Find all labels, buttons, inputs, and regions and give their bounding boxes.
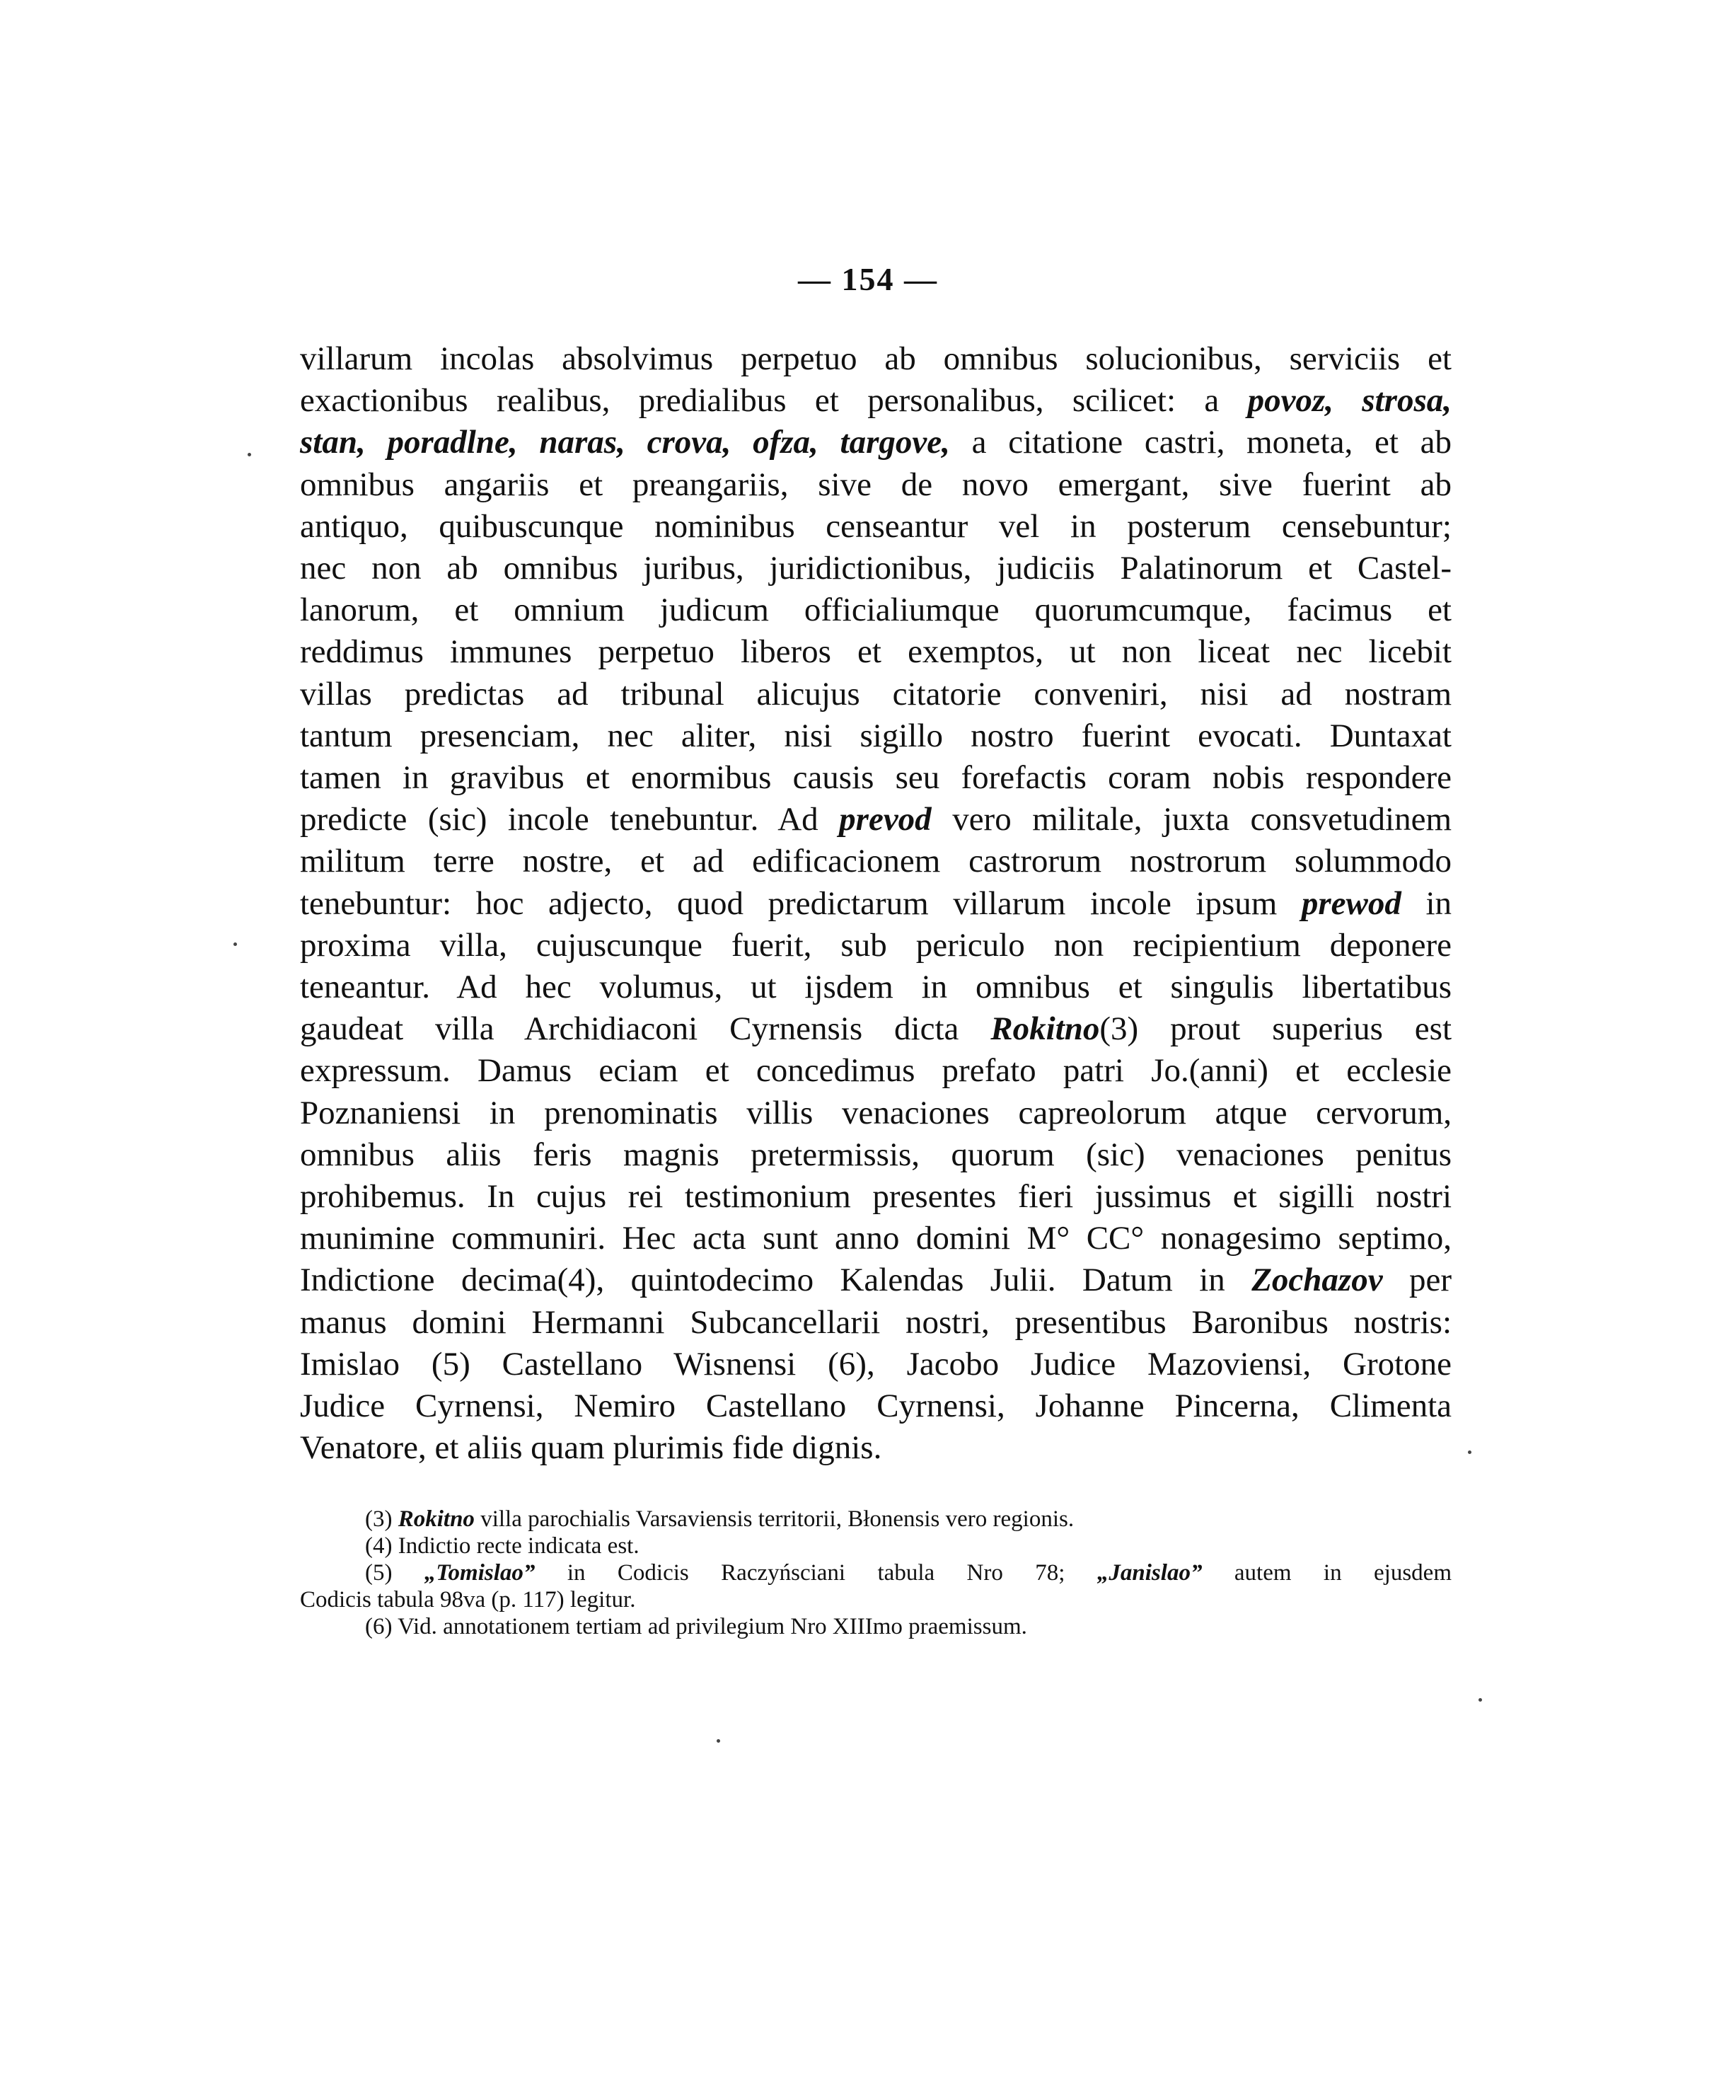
text-line: omnibus aliis feris magnis pretermissis, quorum (sic) venaciones penitus (300, 1136, 1452, 1173)
text-line: villas predictas ad tribunal alicujus citatorie conveniri, nisi ad nostram (300, 675, 1452, 712)
italic-term: stan, poradlne, naras, crova, ofza, targove, (300, 424, 950, 461)
scan-speck (1479, 1698, 1482, 1702)
text-line: Indictione decima(4), quintodecimo Kalendas Julii. Datum in Zochazov per (300, 1262, 1452, 1299)
text-line: Venatore, et aliis quam plurimis fide dignis. (300, 1429, 882, 1467)
scan-speck (248, 453, 251, 456)
text-line: prohibemus. In cujus rei testimonium presentes fieri jussimus et sigilli nostri (300, 1178, 1452, 1216)
text-line: gaudeat villa Archidiaconi Cyrnensis dicta Rokitno(3) prout superius est (300, 1010, 1452, 1048)
text-line: Poznaniensi in prenominatis villis venaciones capreolorum atque cervorum, (300, 1094, 1452, 1131)
footnote-ref: (4) (557, 1262, 596, 1299)
text-line: munimine communiri. Hec acta sunt anno domini M° CC° nonagesimo septimo, (300, 1220, 1452, 1257)
page-number: — 154 — (798, 261, 938, 297)
italic-term: prevod (839, 801, 932, 838)
footnote-ref: (6) (828, 1345, 867, 1383)
text-line: tantum presenciam, nec aliter, nisi sigillo nostro fuerint evocati. Duntaxat (300, 717, 1452, 754)
footnote-5-continued: Codicis tabula 98va (p. 117) legitur. (300, 1587, 636, 1612)
footnotes (300, 1506, 1452, 1640)
text-line: villarum incolas absolvimus perpetuo ab omnibus solucionibus, serviciis et (300, 340, 1452, 377)
text-line: antiquo, quibuscunque nominibus censeantur vel in posterum censebuntur; (300, 507, 1452, 545)
text-line: Imislao (5) Castellano Wisnensi (6), Jacobo Judice Mazoviensi, Grotone (300, 1345, 1452, 1383)
italic-term: povoz, strosa, (1247, 382, 1452, 420)
text-line: manus domini Hermanni Subcancellarii nostri, presentibus Baronibus nostris: (300, 1303, 1452, 1341)
text-line: tenebuntur: hoc adjecto, quod predictarum villarum incole ipsum prewod in (300, 884, 1452, 922)
scan-speck (1468, 1450, 1471, 1454)
text-line: omnibus angariis et preangariis, sive de novo emergant, sive fuerint ab (300, 466, 1452, 503)
text-line: reddimus immunes perpetuo liberos et exemptos, ut non liceat nec licebit (300, 633, 1452, 671)
footnote-ref: (3) (1099, 1010, 1139, 1048)
italic-term: Rokitno (990, 1010, 1100, 1048)
scan-speck (717, 1739, 720, 1743)
text-line: Judice Cyrnensi, Nemiro Castellano Cyrnensi, Johanne Pincerna, Climenta (300, 1388, 1452, 1425)
text-line: militum terre nostre, et ad edificacionem castrorum nostrorum solummodo (300, 843, 1452, 880)
text-line: predicte (sic) incole tenebuntur. Ad prevod vero militale, juxta consvetudinem (300, 801, 1452, 838)
footnote-ref: (5) (431, 1345, 470, 1383)
text-line: nec non ab omnibus juribus, juridictionibus, judiciis Palatinorum et Castel- (300, 550, 1452, 587)
text-line: proxima villa, cujuscunque fuerit, sub periculo non recipientium deponere (300, 926, 1452, 964)
italic-term: Zochazov (1251, 1262, 1383, 1299)
text-line: stan, poradlne, naras, crova, ofza, targove, a citatione castri, moneta, et ab (300, 424, 1452, 461)
footnote-3: (3) Rokitno villa parochialis Varsaviensis territorii, Błonensis vero regionis. (365, 1506, 1075, 1532)
footnote-4: (4) Indictio recte indicata est. (365, 1533, 640, 1559)
footnote-6: (6) Vid. annotationem tertiam ad privilegium Nro XIIImo praemissum. (365, 1614, 1027, 1639)
italic-term: prewod (1301, 884, 1401, 922)
text-line: teneantur. Ad hec volumus, ut ijsdem in omnibus et singulis libertatibus (300, 969, 1452, 1006)
text-line: tamen in gravibus et enormibus causis seu forefactis coram nobis respondere (300, 759, 1452, 797)
scan-speck (233, 942, 237, 946)
text-line: expressum. Damus eciam et concedimus prefato patri Jo.(anni) et ecclesie (300, 1052, 1452, 1090)
text-line: exactionibus realibus, predialibus et personalibus, scilicet: a povoz, strosa, (300, 382, 1452, 420)
footnote-5: (5) „Tomislao” in Codicis Raczyńsciani tabula Nro 78; „Janislao” autem in ejusdem (365, 1560, 1452, 1586)
document-body (300, 338, 1452, 1469)
text-line: lanorum, et omnium judicum officialiumque quorumcumque, facimus et (300, 592, 1452, 629)
